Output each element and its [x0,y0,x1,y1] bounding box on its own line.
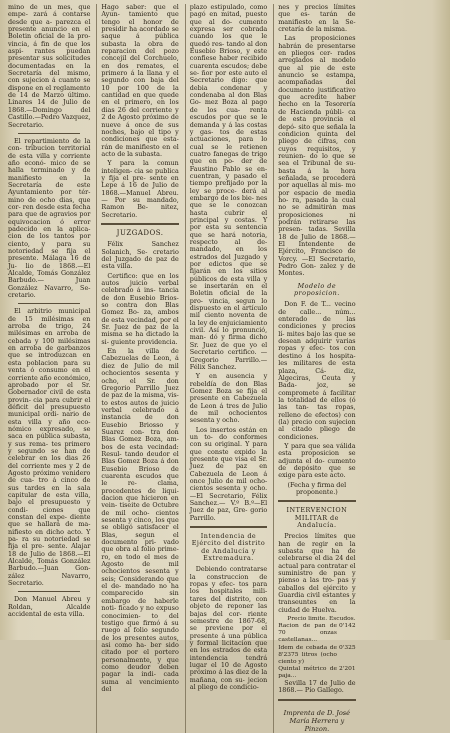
notice-paragraph: plazo estipulado, como pagó en mitad, puesto que al do- cumento expresa ser cobrada cuando los que le quedó res- tando al don Eusebio Brioso, y este confiese haber recibido cuarenta escudos; debe se- ñor por este auto el Secretario digo: que debia condenar y condenaba al don Blas Go- mez Boza al pago de los cua- renta escudos por que se le demanda y á las costas y gas- tos de estas actuaciones, para lo cual se le retienen cuatro fanegas de trigo que en po- der de Faustino Pablo se en- cuentran, y pasado el tiempo prefijado por la ley se proce- derá al embargo de los bie- nes que se le conozcan hasta cubrir el principal y costas. Y por esta su sentencia que se hará notoria, respecto al de- mandado, en los estrados del Juzgado y por edictos que se fijarán en los sitios públicos de esta villa y se insertarán en el Boletin oficial de la pro- vincia, segun lo dispuesto en el artículo mil ciento noventa de la ley de enjuiciamiento civil. Así lo pronunció, man- dó y firma dicho Sr. Juez de que yo el Secretario certifico. —Gregorio Parrillo.—Félix Sanchez. [189,3,268,371]
notice-paragraph: Precios límites que han de regir en la subasta que ha de celebrarse el dia 24 del actual para contratar el suministro de pan y pienso a las tro- pas y caballos del ejército y Guardia civil estantes y transeuntes en la ciudad de Huelva. [278,532,356,614]
column-4 [273,4,355,733]
table-cell-label: Idem de cebada de 8'2375 litros (ocho ciento y) [278,644,337,665]
notice-paragraph: Los insertos están en un to- do conformes con su original. Y para que conste expido la presente que visa el Sr. Juez de paz en Cabezuela de Leon á once Julio de mil ocho- cientos sesenta y ocho.—El Secretario, Félix Sanchez.— V.º B.º—El Juez de paz, Gre- gorio Parrillo. [189,425,268,522]
table-header-label: Precio limite. Escudos. [287,616,356,623]
notice-paragraph: Certifico: que en los autos juicio verbal celebrado á ins- tancia de don Eusebio Brios- so contra don Blas Gomez Bo- za, ambos de esta vecindad, por el Sr. Juez de paz de la misma se ha dictado la si- guiente providencia. [101,271,179,346]
notice-paragraph: Y para que sea válida esta proposicion se adjunta el do- cumento de depósito que se exige para este acto. [278,441,356,480]
signature-note: (Fecha y firma del proponente.) [287,480,347,496]
section-divider [190,526,267,528]
table-row [278,666,355,680]
notice-paragraph: Don F. de T... vecino de calle... núm... enterado de las condiciones y precios lí- mites bajo las que se desean adquirir varias ropas y efec- tos con destino á los hospita- les militares de esta plaza, Cá- diz, Algeciras, Ceuta y Bada- joz, se compromete á facilitar la totalidad de ellos (ó las tan- tas ropas, relleno de efectos) con (la) precio con sujecion al citado pliego de condiciones. [278,300,356,441]
table-cell-label: Quintal métrico de paja... [278,665,337,679]
column-3 [185,4,267,733]
notice-paragraph: Hago saber: que el Ayun- tamiento que tengo el honor de presidir ha acordado se saque á pública subasta la obra de reparacion del pozo concejil del Corchuelo, en dos remates, el primero á la llana y el segundo con baja del 10 por 100 de la cantidad en que quede en el primero, en los dias 26 del corriente y 2 de Agosto próximo de nueve á once de sus noches, bajo el tipo y condiciones que esta- rán de manifiesto en el acto de la subasta. [101,3,179,158]
table-cell-value: 0'325 [338,644,356,651]
notice-paragraph: nes y precios límites que es- tarán de manifiesto en la Se- cretaría de la misma. [278,3,356,34]
notice-paragraph: Debiendo contratarse la construccion de ropas y efec- tos para los hospitales mili- tares del distrito, con objeto de reponer las bajas del cor- riente semestre de 1867-68, se previene por el presente á una pública y formal licitacion que en los estrados de esta intendencia tendrá lugar el 10 de Agosto próximo á las diez de la mañana, con su- jecion al pliego de condicio- [189,565,268,691]
notice-paragraph: Félix Sanchez Solanich, Se- cretario del Juzgado de paz de esta villa. [101,240,179,271]
table-cell-label: Racion de pan de 70 onzas castellanas... [278,623,337,644]
section-divider [101,223,178,225]
section-heading: INTERVENCION MILITAR de Andalucía. [286,506,348,530]
divider [18,133,80,134]
section-divider [278,500,355,502]
notice-paragraph: El arbitrio municipal de 15 milésimas en arroba de trigo, 24 milésimas en arroba de cebada y 100 milésimas en arroba de garbanzos que se introduzcan en esta poblacion para su venta ó consumo en el corriente año económico, aprobado por el Sr. Gobernador civil de esta provin- cia para cubrir el déficit del presupuesto municipal ordi- nario de esta villa y año eco- nómico expresado, se saca en pública subasta, y sus rema- tes primero y segundo se han de celebrar en los dias 26 del corriente mes y 2 de Agosto próximo venidero de cua- tro á cinco de sus tardes en la sala capitular de esta villa, bajo el presupuesto y condi- ciones que constan del expe- diente que se hallará de ma- nifiesto en dicho acto. Y pa- ra su notoriedad se fija el pre- sente. Alajar 18 de Julio de 1868.—El Alcalde, Tomás González Barbudo.—Juan Gon- zález Navarro, Secretario. [8,307,91,588]
column-2 [96,4,178,733]
section-heading: JUZGADOS. [116,228,164,237]
table-cell-value: 0'142 [338,623,356,630]
columns [8,3,444,733]
notice-paragraph: Las proposiciones habrán de presentarse en pliegos cer- rados arreglados al modelo que al pie de este anuncio se estampa, acompañadas del documento justificativo que acredite haber hecho en la Tesorería de Hacienda públi- ca de esta provincia el depó- sito que señala la condicion quinta del pliego de cifras, con cuyos requisitos, y reunien- do lo que se sea el Tribunal de su- basta á la hora señalada, se procederá por aquellas al mis- mo por espacio de media ho- ra, pasada la cual no se admitirán mas proposiciones ni podrán retirarse las presen- tadas. Sevilla 18 de Julio de 1868.—El Intendente de Ejército, Francisco de Vorcy. —El Secretario, Pedro Gon- zalez y de Montes. [278,34,356,278]
table-row [278,623,355,644]
closing-line: Sevilla 17 de Julio de 1868.— Pío Gallego. [278,679,356,695]
notice-paragraph: Y para la comun inteligen- cia se publica y fija el pre- sente en Lepe á 16 de Julio de 1868.—Manuel Abreu.— Por su mandado, Ramon Be- nitez, Secretario. [101,159,179,219]
section-divider [278,699,355,701]
notice-paragraph: El repartimiento de la con- tribucion territorial de esta villa y corriente año econó- mico de se halla terminado y de manifiesto en la Secretaría de este Ayuntamiento por tér- mino de ocho dias, que cor- ren desde esta fecha para que de agravios por equivocacion ó error padecido en la aplica- cion de los tantos por ciento, y para su notoriedad se fija el presente. Málaga 16 de Ju- lio de 1868.—El Alcalde, Tomás González Barbudo.— Juan González Navarro, Se- cretario. [8,136,91,300]
table-header [278,616,355,623]
section-heading: Modelo de proposicion. [293,281,340,298]
printer-imprint: Imprenta de D. José María Herrera y Pinzon. [283,708,351,733]
table-row [278,645,355,666]
notice-paragraph: Y en ausencia y rebeldía de don Blas Gomez Boza se fija el presente en Cabezuela de Leon á tres de Julio de mil ochocientos sesenta y ocho. [189,372,268,425]
section-heading: Intendencia de Ejército del distrito de Andalucía y Extremadura. [191,532,266,563]
notice-paragraph: Don Manuel Abreu y Roldan, Alcalde accidental de esta villa. [8,595,91,619]
divider [18,303,80,304]
notice-paragraph: mino de un mes, que empe- zará á contarse desde que a- parezca el presente anuncio en el Boletin oficial de la pro- vincia, á fin de que los aspi- rantes puedan presentar sus solicitudes documentadas en la Secretaría del mismo, con sujecion á cuanto se dispone en el reglamento de 14 de Marzo último. Linares 14 de Julio de 1868.—Domingo del Castillo.—Pedro Vazquez, Secretario. [8,3,91,129]
column-1 [8,4,90,733]
notice-paragraph: En la villa de Cabezuelas de Leon, á diez de Julio de mil ochocientos sesenta y ocho, el Sr. don Gregorio Parrillo Juez de paz de la misma, vis- to estos autos de juicio verbal celebrado á instancia de don Eusebio Briosso y Suarez con- tra don Blas Gomez Boza, am- bos de esta vecindad: Resul- tando deudor el Blas Gomez Boza á don Eusebio Brioso de cuarenta escudos que le re- clama, procedentes de liqui- dacion que hicieron en vein- tiseite de Octubre de mil ocho- cientos sesenta y cinco, los que se obligó satisfacer el Blas, segun el documento pri- vado que obra al folio prime- ro, en todo el mes de Agosto de mil ochocientos sesenta y seis; Considerando que el de- mandado no ha comparecido sin embargo de haberle noti- ficado y no expuso conocimien- to del testigo que firmó á su ruego al folio segundo de los presentes autos, asi como ha- ber sido citado por el portero personalmente, y que como deudor deben pagar la indi- cada suma al vencimiento del [101,347,179,693]
table-cell-value: 2'201 [338,665,356,672]
divider [18,591,80,592]
